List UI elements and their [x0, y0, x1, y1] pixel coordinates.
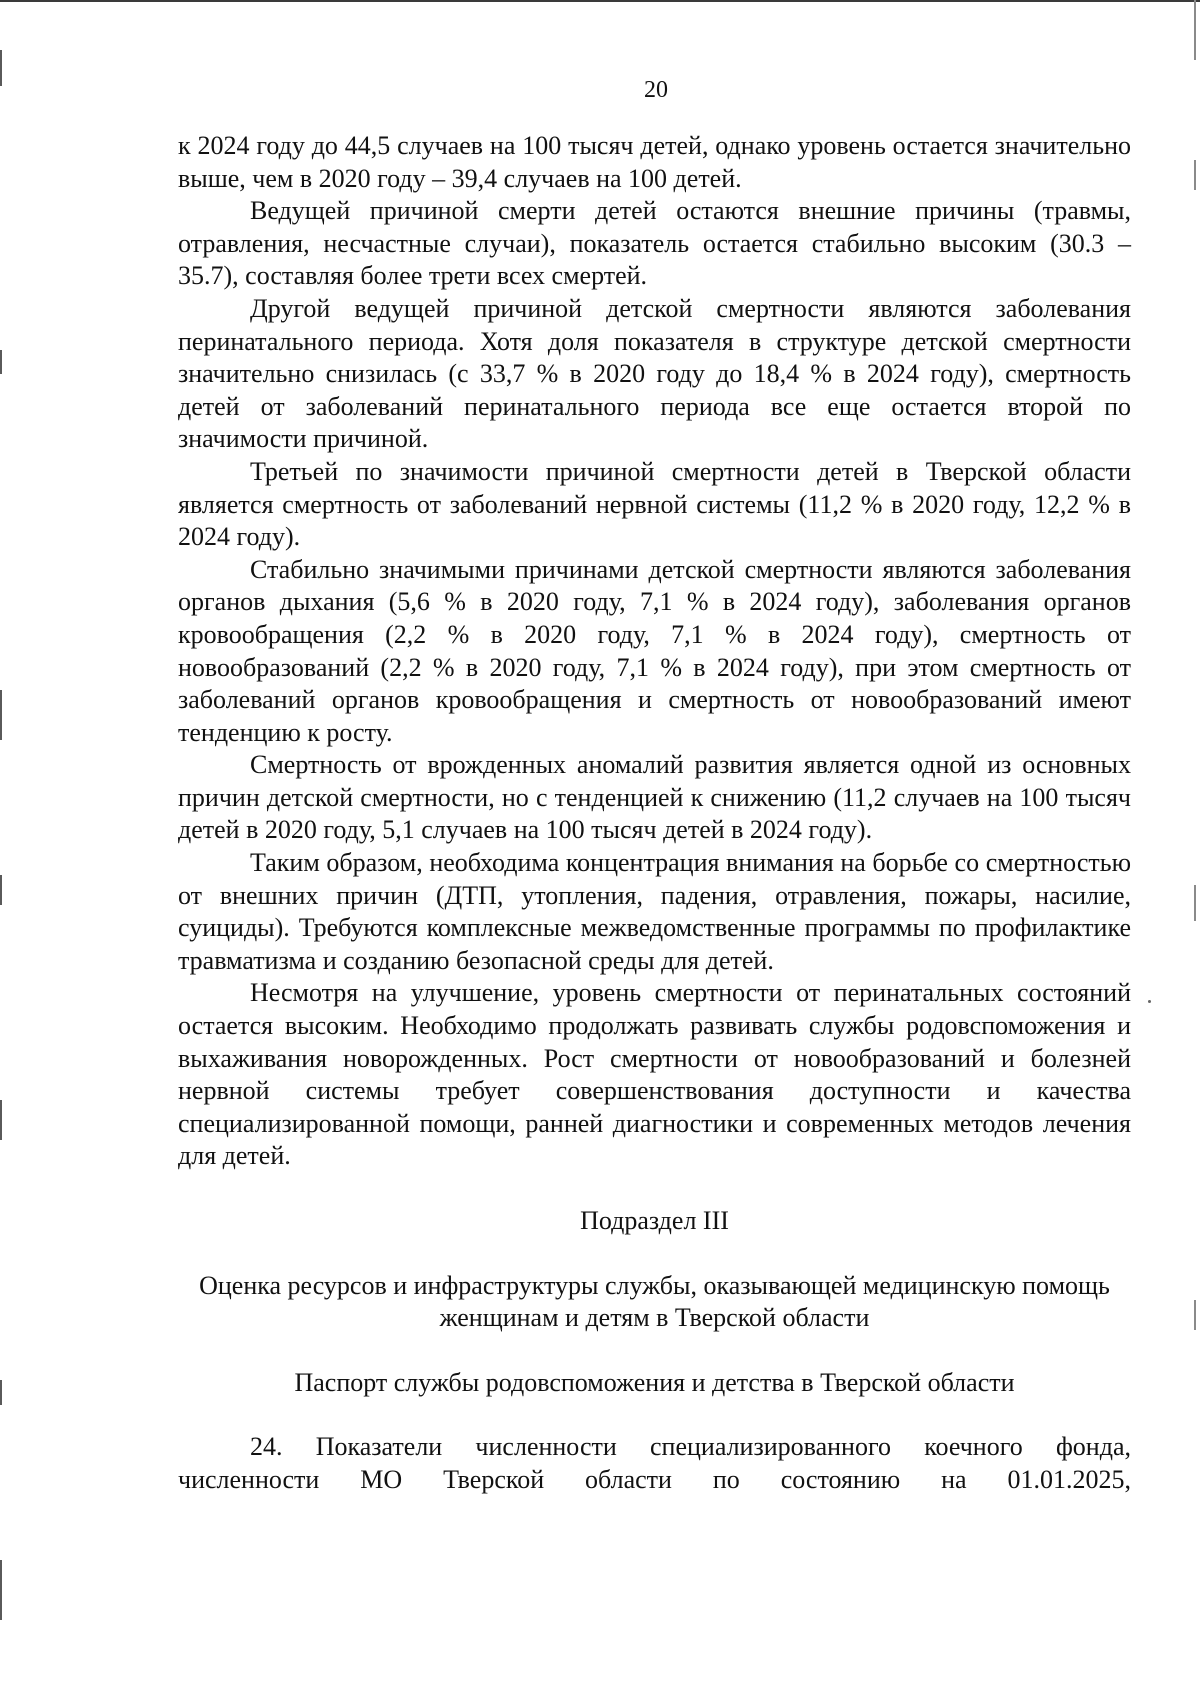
page-number: 20 — [644, 77, 668, 103]
paragraph: Смертность от врожденных аномалий развития является одной из основных причин детской смертности, но с тенденцией к снижению (11,2 случаев на 100 тысяч детей в 2020 году, 5,1 случаев на 100 тысяч детей в 2024 году). — [178, 750, 1131, 845]
paragraph: Несмотря на улучшение, уровень смертности от перинатальных состояний остается высоким. Необходимо продолжать развивать службы родовспоможения и выхаживания новорожденных. Рост смертности от новообразований и болезней нервной системы требует совершенствования доступности и качества специализированной помощи, ранней диагностики и современных методов лечения для детей. — [178, 978, 1131, 1171]
scan-left-edge — [0, 1100, 2, 1140]
scan-right-edge — [1194, 1300, 1196, 1330]
scan-left-edge — [0, 690, 2, 740]
section-title: Оценка ресурсов и инфраструктуры службы, оказывающей медицинскую помощь женщинам и детям в Тверской области — [199, 1270, 1110, 1333]
scan-speck — [1148, 1000, 1151, 1003]
scan-left-edge — [0, 1560, 2, 1620]
paragraph-item-24: 24. Показатели численности специализированного коечного фонда, численности МО Тверской области по состоянию на 01.01.2025, — [178, 1432, 1131, 1494]
passport-title: Паспорт службы родовспоможения и детства в Тверской области — [294, 1367, 1015, 1397]
paragraph: Стабильно значимыми причинами детской смертности являются заболевания органов дыхания (5,6 % в 2020 году, 7,1 % в 2024 году), заболевания органов кровообращения (2,2 % в 2020 году, 7,1 % в 2024 году), смертность от новообразований (2,2 % в 2020 году, 7,1 % в 2024 году), при этом смертность от заболеваний органов кровообращения и смертность от новообразований имеют тенденцию к росту. — [178, 554, 1131, 747]
scan-right-edge — [1194, 160, 1196, 190]
scan-left-edge — [0, 1380, 2, 1405]
paragraph: Ведущей причиной смерти детей остаются внешние причины (травмы, отравления, несчастные случаи), показатель остается стабильно высоким (30.3 – 35.7), составляя более трети всех смертей. — [178, 196, 1131, 291]
paragraph: Другой ведущей причиной детской смертности являются заболевания перинатального периода. Хотя доля показателя в структуре детской смертности значительно снизилась (с 33,7 % в 2020 году до 18,4 % в 2024 году), смертность детей от заболеваний перинатального периода все еще остается второй по значимости причиной. — [178, 293, 1131, 454]
scan-top-edge — [0, 0, 1200, 2]
scan-left-edge — [0, 350, 2, 374]
scan-right-edge — [1194, 885, 1196, 921]
paragraph: Таким образом, необходима концентрация внимания на борьбе со смертностью от внешних причин (ДТП, утопления, падения, отравления, пожары, насилие, суициды). Требуются комплексные межведомственные программы по профилактике травматизма и созданию безопасной среды для детей. — [178, 848, 1131, 975]
document-body — [178, 130, 1131, 1497]
scan-left-edge — [0, 875, 2, 905]
subsection-label: Подраздел III — [580, 1206, 729, 1235]
scan-right-edge — [1194, 0, 1196, 60]
paragraph: Третьей по значимости причиной смертности детей в Тверской области является смертность от заболеваний нервной системы (11,2 % в 2020 году, 12,2 % в 2024 году). — [178, 456, 1131, 552]
paragraph: к 2024 году до 44,5 случаев на 100 тысяч детей, однако уровень остается значительно выше, чем в 2020 году – 39,4 случаев на 100 детей. — [178, 131, 1131, 193]
